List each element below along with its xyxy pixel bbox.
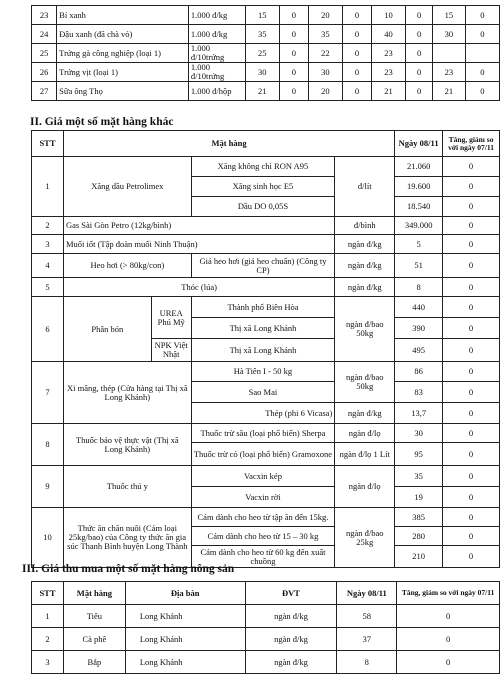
stt-cell: 1 [32, 605, 64, 628]
unit-cell: ngàn đ/kg [335, 403, 395, 424]
value-cell: 0 [406, 82, 433, 101]
item-sub: Thị xã Long Khánh [191, 339, 335, 362]
value-cell: 35 [245, 25, 280, 44]
table-row [32, 651, 500, 674]
value-cell: 23 [371, 63, 406, 82]
item-sub: Thành phố Biên Hòa [191, 297, 335, 318]
item-group: Thuốc thú y [63, 466, 191, 508]
stt-cell: 8 [32, 424, 64, 466]
value-cell: 0 [280, 6, 309, 25]
col-area: Địa bàn [125, 582, 245, 605]
value-cell: 21 [433, 82, 466, 101]
item-name: Đậu xanh (đã chà vỏ) [57, 25, 189, 44]
value-cell: 0 [280, 63, 309, 82]
item-sub: Cám dành cho heo từ 60 kg đến xuất chuồng [191, 546, 335, 568]
change-cell: 0 [443, 546, 500, 568]
value-cell: 0 [280, 25, 309, 44]
item-group: Thức ăn chăn nuôi (Cám loại 25kg/bao) của Công ty thức ăn gia súc Thanh Bình huyện Long Thành [63, 508, 191, 568]
value-cell: 21 [371, 82, 406, 101]
stt-cell: 3 [32, 651, 64, 674]
table-row [32, 628, 500, 651]
item-group: Phân bón [63, 297, 151, 362]
price-cell: 37 [337, 628, 397, 651]
item-sub: Thuốc trừ cỏ (loại phổ biến) Gramoxone [191, 443, 335, 466]
value-cell: 10 [371, 6, 406, 25]
value-cell: 21 [245, 82, 280, 101]
unit-cell: 1.000 đ/10trứng [188, 63, 245, 82]
price-cell: 349.000 [395, 217, 443, 235]
value-cell: 0 [465, 82, 499, 101]
item-name: Bí xanh [57, 6, 189, 25]
price-cell: 440 [395, 297, 443, 318]
price-table-top-body [32, 6, 500, 101]
chg-cell: 0 [397, 605, 500, 628]
change-cell: 0 [443, 177, 500, 197]
unit-cell: 1.000 đ/10trứng [188, 44, 245, 63]
change-cell: 0 [443, 527, 500, 546]
change-cell: 0 [443, 403, 500, 424]
item-group: Thuốc bảo vệ thực vật (Thị xã Long Khánh) [63, 424, 191, 466]
stt-cell: 6 [32, 297, 64, 362]
brand-cell: NPK Việt Nhật [151, 339, 191, 362]
item-sub: Vacxin rời [191, 487, 335, 508]
value-cell: 20 [308, 6, 343, 25]
col-unit: ĐVT [245, 582, 337, 605]
stt-cell: 7 [32, 362, 64, 424]
item-name: Gas Sài Gòn Petro (12kg/bình) [63, 217, 334, 235]
item-name: Trứng vịt (loại 1) [57, 63, 189, 82]
value-cell: 0 [465, 25, 499, 44]
item-sub: Giá heo hơi (giá heo chuẩn) (Công ty CP) [191, 254, 335, 278]
farm-produce-body [32, 605, 500, 674]
price-cell: 95 [395, 443, 443, 466]
item-sub: Dầu DO 0,05S [191, 197, 335, 217]
value-cell: 25 [245, 44, 280, 63]
stt-cell: 5 [32, 278, 64, 297]
change-cell: 0 [443, 466, 500, 487]
unit-cell: ngàn đ/kg [245, 651, 337, 674]
unit-cell: ngàn đ/lọ 1 Lít [335, 443, 395, 466]
price-cell: 8 [395, 278, 443, 297]
unit-cell: đ/lít [335, 157, 395, 217]
item-cell: Bắp [63, 651, 125, 674]
unit-cell: 1.000 đ/kg [188, 25, 245, 44]
item-sub: Thuốc trừ sâu (loại phổ biến) Sherpa [191, 424, 335, 443]
change-cell: 0 [443, 424, 500, 443]
item-name: Trứng gà công nghiệp (loại 1) [57, 44, 189, 63]
table-row [32, 6, 500, 25]
price-cell: 210 [395, 546, 443, 568]
price-cell: 385 [395, 508, 443, 527]
section-2-heading: II. Giá một số mặt hàng khác [30, 116, 174, 128]
price-cell: 30 [395, 424, 443, 443]
col-item: Mặt hàng [63, 582, 125, 605]
change-cell: 0 [443, 197, 500, 217]
value-cell: 23 [371, 44, 406, 63]
change-cell: 0 [443, 382, 500, 403]
unit-cell: ngàn đ/bao 50kg [335, 362, 395, 403]
value-cell: 0 [280, 82, 309, 101]
item-group: Xi măng, thép (Cửa hàng tại Thị xã Long Khánh) [63, 362, 191, 424]
value-cell: 0 [406, 6, 433, 25]
item-sub: Thị xã Long Khánh [191, 318, 335, 339]
col-change: Tăng, giảm so với ngày 07/11 [443, 131, 500, 157]
item-sub: Vacxin kép [191, 466, 335, 487]
value-cell [465, 44, 499, 63]
price-cell: 35 [395, 466, 443, 487]
stt-cell: 23 [32, 6, 57, 25]
item-cell: Cà phê [63, 628, 125, 651]
price-cell: 13,7 [395, 403, 443, 424]
price-cell: 19.600 [395, 177, 443, 197]
price-cell: 390 [395, 318, 443, 339]
value-cell: 30 [245, 63, 280, 82]
price-cell: 8 [337, 651, 397, 674]
value-cell: 0 [406, 25, 433, 44]
brand-cell: UREA Phú Mỹ [151, 297, 191, 339]
stt-cell: 1 [32, 157, 64, 217]
value-cell [433, 44, 466, 63]
unit-cell: ngàn đ/bao 25kg [335, 508, 395, 568]
value-cell: 0 [343, 63, 372, 82]
col-stt: STT [32, 582, 64, 605]
area-cell: Long Khánh [125, 651, 245, 674]
value-cell: 20 [308, 82, 343, 101]
col-date: Ngày 08/11 [395, 131, 443, 157]
value-cell: 23 [433, 63, 466, 82]
stt-cell: 10 [32, 508, 64, 568]
table-row [32, 63, 500, 82]
value-cell: 22 [308, 44, 343, 63]
unit-cell: ngàn đ/bao 50kg [335, 297, 395, 362]
item-name: Muối iốt (Tập đoàn muối Ninh Thuận) [63, 235, 334, 254]
value-cell: 0 [465, 63, 499, 82]
unit-cell: ngàn đ/kg [335, 235, 395, 254]
stt-cell: 2 [32, 217, 64, 235]
value-cell: 0 [343, 44, 372, 63]
stt-cell: 26 [32, 63, 57, 82]
table-row [32, 82, 500, 101]
value-cell: 0 [406, 63, 433, 82]
price-cell: 18.540 [395, 197, 443, 217]
item-cell: Tiêu [63, 605, 125, 628]
value-cell: 40 [371, 25, 406, 44]
other-goods-table [31, 130, 500, 568]
value-cell: 15 [245, 6, 280, 25]
value-cell: 0 [465, 6, 499, 25]
change-cell: 0 [443, 362, 500, 382]
value-cell: 0 [343, 25, 372, 44]
price-cell: 280 [395, 527, 443, 546]
section-3-heading: III. Giá thu mua một số mặt hàng nông sản [22, 563, 235, 575]
unit-cell: đ/bình [335, 217, 395, 235]
change-cell: 0 [443, 508, 500, 527]
unit-cell: ngàn đ/kg [335, 254, 395, 278]
change-cell: 0 [443, 217, 500, 235]
change-cell: 0 [443, 339, 500, 362]
unit-cell: 1.000 đ/kg [188, 6, 245, 25]
stt-cell: 9 [32, 466, 64, 508]
price-cell: 5 [395, 235, 443, 254]
change-cell: 0 [443, 278, 500, 297]
price-table-top [31, 5, 500, 101]
item-name: Sữa ông Thọ [57, 82, 189, 101]
col-change: Tăng, giảm so với ngày 07/11 [397, 582, 500, 605]
item-sub: Hà Tiên I - 50 kg [191, 362, 335, 382]
table-row [32, 25, 500, 44]
unit-cell: 1.000 đ/hộp [188, 82, 245, 101]
unit-cell: ngàn đ/kg [245, 605, 337, 628]
stt-cell: 3 [32, 235, 64, 254]
item-sub: Cám dành cho heo từ 15 – 30 kg [191, 527, 335, 546]
stt-cell: 4 [32, 254, 64, 278]
value-cell: 35 [308, 25, 343, 44]
area-cell: Long Khánh [125, 628, 245, 651]
chg-cell: 0 [397, 651, 500, 674]
change-cell: 0 [443, 297, 500, 318]
value-cell: 15 [433, 6, 466, 25]
col-date: Ngày 08/11 [337, 582, 397, 605]
table-row [32, 605, 500, 628]
item-sub: Xăng không chì RON A95 [191, 157, 335, 177]
item-group: Xăng dầu Petrolimex [63, 157, 191, 217]
price-cell: 58 [337, 605, 397, 628]
area-cell: Long Khánh [125, 605, 245, 628]
stt-cell: 25 [32, 44, 57, 63]
value-cell: 30 [433, 25, 466, 44]
price-cell: 83 [395, 382, 443, 403]
chg-cell: 0 [397, 628, 500, 651]
col-item: Mặt hàng [63, 131, 394, 157]
change-cell: 0 [443, 157, 500, 177]
stt-cell: 24 [32, 25, 57, 44]
item-name: Thóc (lúa) [63, 278, 334, 297]
col-stt: STT [32, 131, 64, 157]
value-cell: 0 [343, 82, 372, 101]
stt-cell: 2 [32, 628, 64, 651]
item-sub: Cám dành cho heo từ tập ăn đến 15kg. [191, 508, 335, 527]
farm-produce-table [31, 581, 500, 674]
value-cell: 0 [406, 44, 433, 63]
unit-cell: ngàn đ/kg [335, 278, 395, 297]
change-cell: 0 [443, 254, 500, 278]
price-cell: 19 [395, 487, 443, 508]
unit-cell: ngàn đ/kg [245, 628, 337, 651]
change-cell: 0 [443, 318, 500, 339]
table-row [32, 44, 500, 63]
price-cell: 51 [395, 254, 443, 278]
value-cell: 0 [280, 44, 309, 63]
price-cell: 21.060 [395, 157, 443, 177]
value-cell: 30 [308, 63, 343, 82]
value-cell: 0 [343, 6, 372, 25]
change-cell: 0 [443, 443, 500, 466]
item-sub: Sao Mai [191, 382, 335, 403]
stt-cell: 27 [32, 82, 57, 101]
change-cell: 0 [443, 487, 500, 508]
unit-cell: ngàn đ/lọ [335, 424, 395, 443]
change-cell: 0 [443, 235, 500, 254]
item-sub: Thép (phi 6 Vicasa) [191, 403, 335, 424]
item-sub: Xăng sinh học E5 [191, 177, 335, 197]
price-cell: 86 [395, 362, 443, 382]
unit-cell: ngàn đ/lọ [335, 466, 395, 508]
item-group: Heo hơi (> 80kg/con) [63, 254, 191, 278]
price-cell: 495 [395, 339, 443, 362]
